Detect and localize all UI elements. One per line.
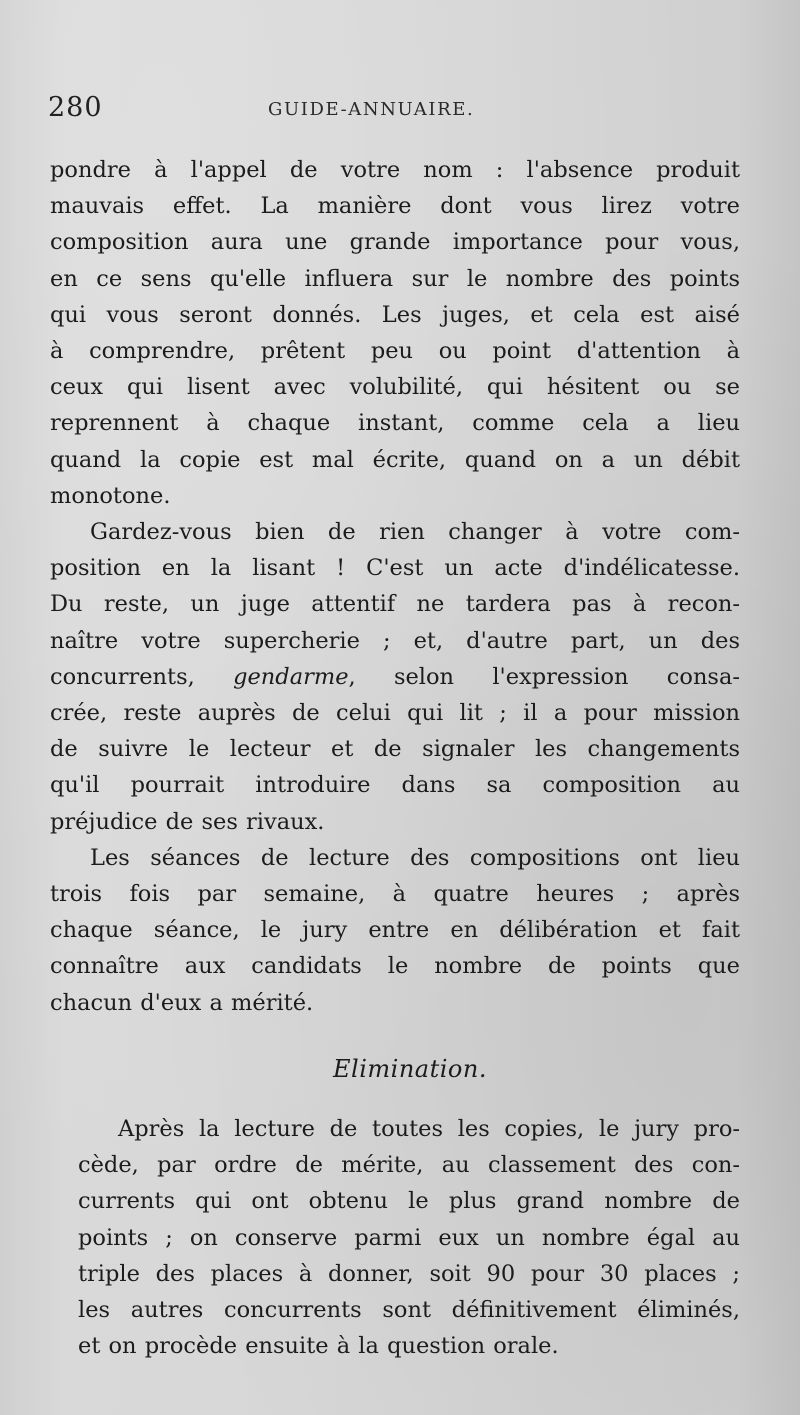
text-line: monotone.: [50, 482, 171, 509]
text-line: position en la lisant ! C'est un acte d'indélicatesse.: [50, 555, 740, 582]
section-heading: Elimination.: [333, 1054, 487, 1083]
text-line: Gardez-vous bien de rien changer à votre com-: [90, 519, 740, 546]
text-line: Les séances de lecture des compositions ont lieu: [90, 844, 740, 871]
text-line: ceux qui lisent avec volubilité, qui hésitent ou se: [50, 374, 740, 401]
text-segment: concurrents,: [50, 663, 234, 690]
text-segment: , selon l'expression consa-: [348, 663, 740, 690]
text-line: reprennent à chaque instant, comme cela a lieu: [50, 410, 740, 437]
text-line: chacun d'eux a mérité.: [50, 989, 314, 1016]
text-line: pondre à l'appel de votre nom : l'absence produit: [50, 157, 740, 183]
text-line: qu'il pourrait introduire dans sa composition au: [50, 772, 740, 799]
text-line: composition aura une grande importance pour vous,: [50, 229, 740, 256]
text-line: préjudice de ses rivaux.: [50, 808, 325, 835]
text-line: Du reste, un juge attentif ne tardera pas à recon-: [50, 591, 740, 618]
page-header: [40, 92, 760, 132]
text-line: triple des places à donner, soit 90 pour 30 places ;: [78, 1260, 740, 1287]
text-line: chaque séance, le jury entre en délibération et fait: [50, 917, 740, 944]
text-line-with-italic: [50, 659, 740, 695]
text-line: Après la lecture de toutes les copies, le jury pro-: [118, 1116, 740, 1143]
text-line: trois fois par semaine, à quatre heures ; après: [50, 881, 740, 908]
paragraph-1: [50, 152, 740, 514]
text-line: quand la copie est mal écrite, quand on a un débit: [50, 446, 740, 473]
text-line: connaître aux candidats le nombre de points que: [50, 953, 740, 980]
text-line: et on procède ensuite à la question orale.: [78, 1333, 559, 1360]
text-line: cède, par ordre de mérite, au classement des con-: [78, 1152, 740, 1179]
running-head: GUIDE-ANNUAIRE.: [268, 99, 475, 120]
text-line: les autres concurrents sont définitivement éliminés,: [78, 1297, 740, 1324]
text-line: crée, reste auprès de celui qui lit ; il a pour mission: [50, 700, 740, 727]
paragraph-4: [50, 1111, 740, 1364]
page-number: 280: [48, 92, 103, 123]
text-line: points ; on conserve parmi eux un nombre égal au: [78, 1224, 740, 1251]
text-line: mauvais effet. La manière dont vous lirez votre: [50, 193, 740, 220]
text-line: naître votre supercherie ; et, d'autre part, un des: [50, 627, 740, 654]
text-line: de suivre le lecteur et de signaler les changements: [50, 736, 740, 763]
text-line: à comprendre, prêtent peu ou point d'attention à: [50, 338, 740, 365]
paragraph-2: [50, 514, 740, 840]
text-line: qui vous seront donnés. Les juges, et cela est aisé: [50, 301, 740, 328]
paragraph-3: [50, 840, 740, 1021]
text-line: currents qui ont obtenu le plus grand nombre de: [78, 1188, 740, 1215]
italic-term: gendarme: [233, 663, 349, 690]
body-text: [50, 152, 740, 1365]
text-line: en ce sens qu'elle influera sur le nombre des points: [50, 265, 740, 292]
